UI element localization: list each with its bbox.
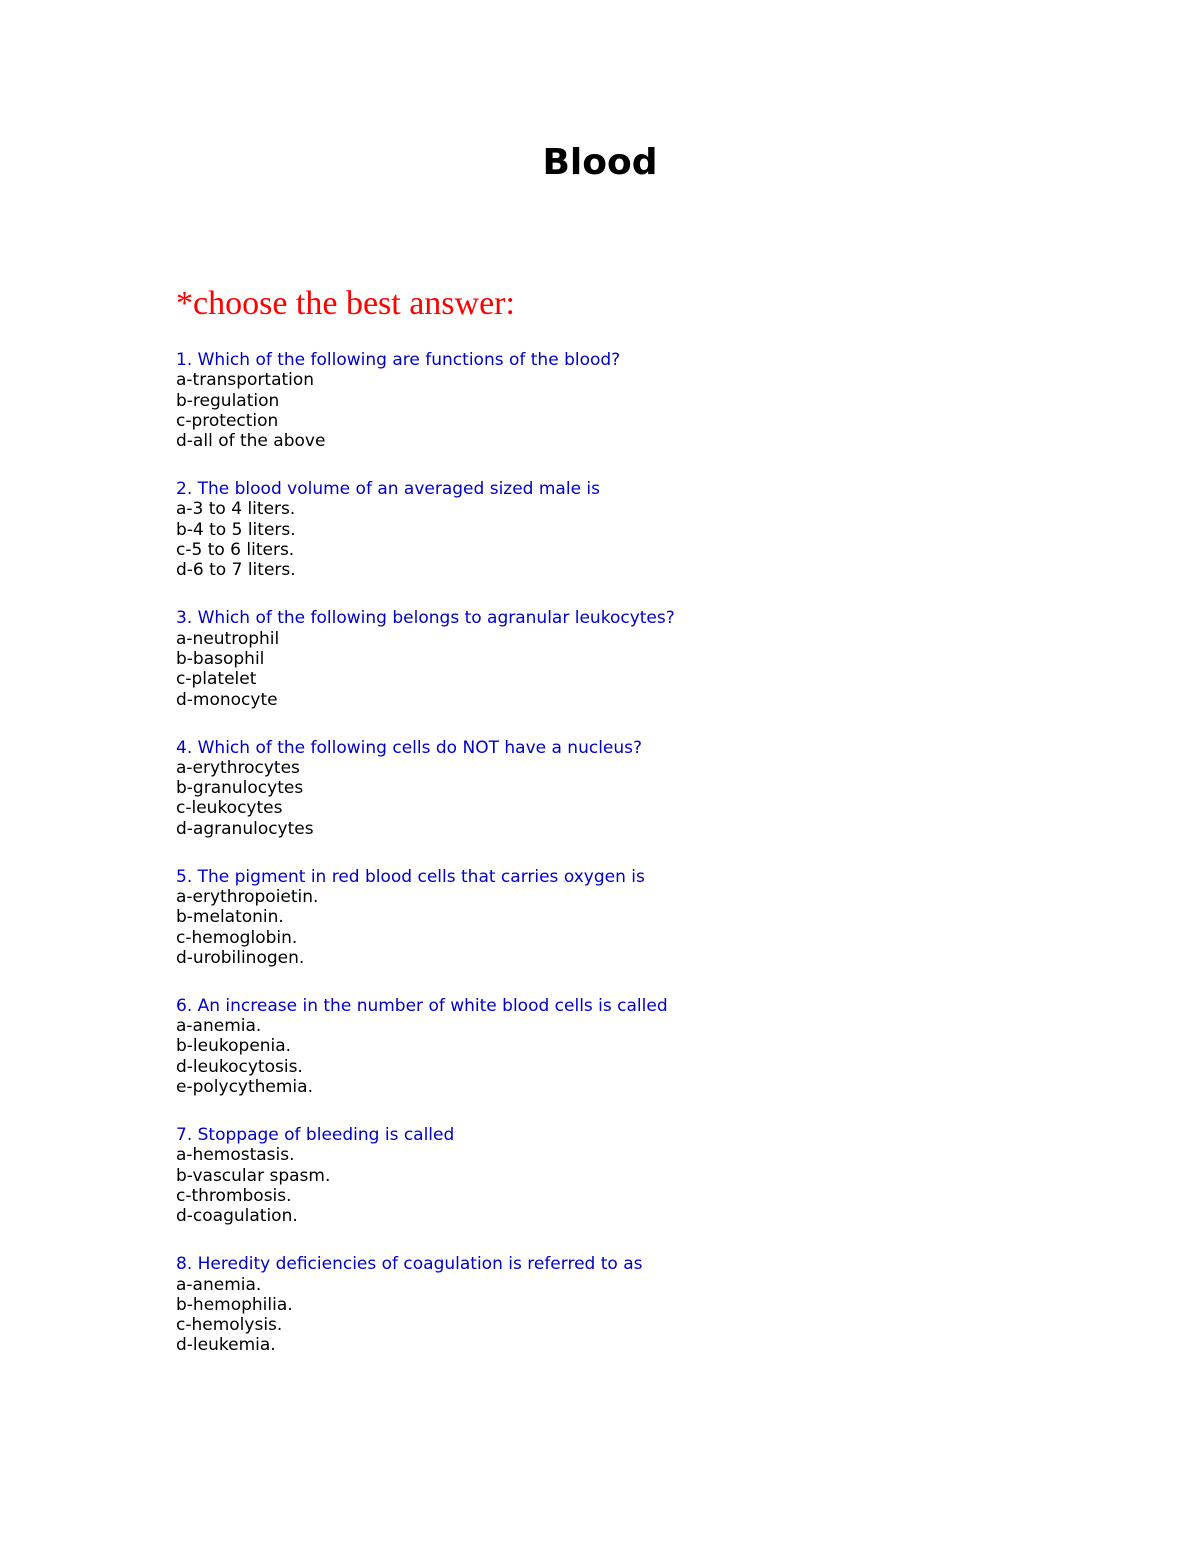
question-block	[176, 1125, 1076, 1226]
answer-option: b-leukopenia.	[176, 1036, 292, 1057]
question-text: 8. Heredity deficiencies of coagulation is referred to as	[176, 1254, 643, 1275]
answer-option: a-hemostasis.	[176, 1145, 295, 1166]
question-block	[176, 996, 1076, 1097]
answer-option: d-monocyte	[176, 689, 278, 710]
answer-option: c-protection	[176, 410, 279, 431]
answer-option: d-coagulation.	[176, 1206, 298, 1227]
instruction-text: *choose the best answer:	[176, 285, 515, 322]
answer-options	[176, 758, 1076, 839]
question-text: 7. Stoppage of bleeding is called	[176, 1125, 455, 1146]
answer-options	[176, 1016, 1076, 1097]
answer-option: d-agranulocytes	[176, 818, 314, 839]
answer-option: c-hemolysis.	[176, 1315, 283, 1336]
answer-option: b-regulation	[176, 390, 280, 411]
answer-options	[176, 499, 1076, 580]
question-list	[176, 350, 1076, 1383]
question-text: 1. Which of the following are functions of the blood?	[176, 350, 621, 370]
answer-option: b-vascular spasm.	[176, 1165, 331, 1186]
answer-option: a-neutrophil	[176, 628, 280, 649]
answer-option: e-polycythemia.	[176, 1077, 313, 1098]
answer-option: b-granulocytes	[176, 778, 304, 799]
answer-option: d-leukemia.	[176, 1335, 276, 1356]
question-block	[176, 738, 1076, 839]
answer-options	[176, 629, 1076, 710]
answer-option: c-leukocytes	[176, 798, 283, 819]
page-title: Blood	[542, 142, 658, 183]
answer-option: a-3 to 4 liters.	[176, 499, 296, 520]
answer-options	[176, 1145, 1076, 1226]
answer-option: c-thrombosis.	[176, 1185, 292, 1206]
answer-option: b-4 to 5 liters.	[176, 519, 296, 540]
answer-option: d-leukocytosis.	[176, 1056, 303, 1077]
question-text: 5. The pigment in red blood cells that carries oxygen is	[176, 866, 645, 887]
question-block	[176, 1254, 1076, 1355]
answer-options	[176, 370, 1076, 451]
answer-option: b-hemophilia.	[176, 1294, 293, 1315]
answer-option: c-platelet	[176, 669, 257, 690]
answer-option: a-erythropoietin.	[176, 886, 319, 907]
answer-options	[176, 1275, 1076, 1356]
answer-option: a-anemia.	[176, 1016, 262, 1037]
answer-option: c-hemoglobin.	[176, 927, 298, 948]
question-text: 6. An increase in the number of white blood cells is called	[176, 995, 668, 1016]
answer-options	[176, 887, 1076, 968]
answer-option: d-all of the above	[176, 431, 326, 452]
question-block	[176, 867, 1076, 968]
answer-option: a-transportation	[176, 370, 315, 391]
question-block	[176, 608, 1076, 709]
answer-option: b-basophil	[176, 648, 265, 669]
answer-option: a-erythrocytes	[176, 757, 300, 778]
answer-option: d-6 to 7 liters.	[176, 560, 296, 581]
question-text: 2. The blood volume of an averaged sized male is	[176, 479, 601, 500]
answer-option: d-urobilinogen.	[176, 947, 305, 968]
question-block	[176, 350, 1076, 451]
answer-option: b-melatonin.	[176, 907, 284, 928]
answer-option: c-5 to 6 liters.	[176, 540, 295, 561]
question-text: 4. Which of the following cells do NOT have a nucleus?	[176, 737, 643, 758]
question-text: 3. Which of the following belongs to agranular leukocytes?	[176, 608, 675, 629]
answer-option: a-anemia.	[176, 1274, 262, 1295]
question-block	[176, 479, 1076, 580]
